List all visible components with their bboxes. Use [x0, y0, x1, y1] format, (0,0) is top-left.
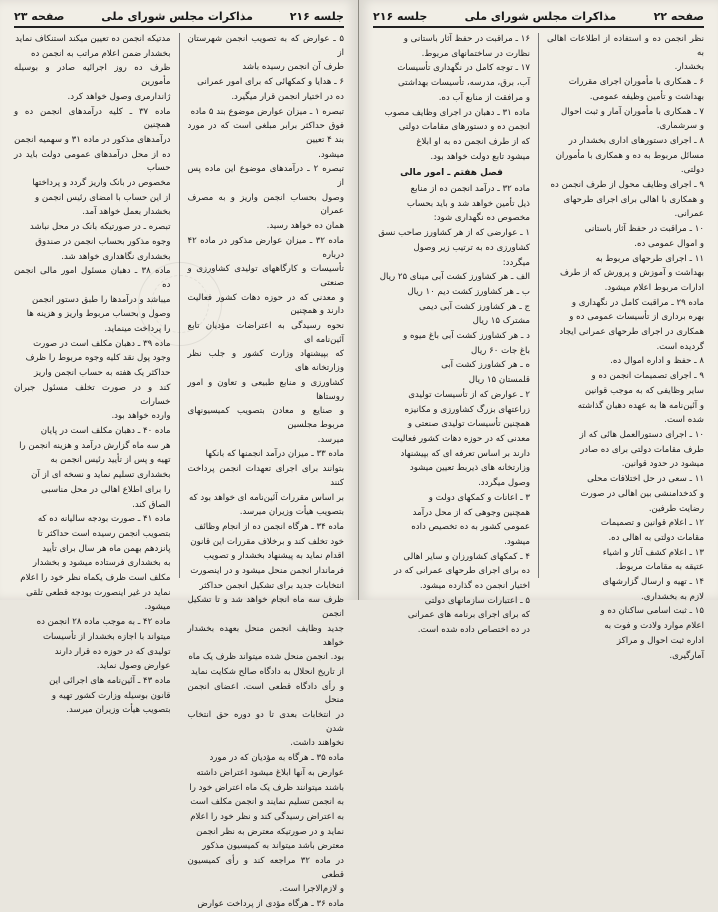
- text-line: نظارت در ساختمانهای مربوط.: [421, 48, 530, 59]
- text-line: وارده خواهد بود.: [111, 411, 171, 422]
- text-line: بخشدار.: [674, 62, 704, 73]
- text-line: ماده ۴۰ ـ دهبان مکلف است در پایان: [40, 425, 171, 436]
- text-line: و آئین‌نامه ها به عهده دهبان گذاشته: [577, 400, 704, 411]
- text-line: انتخابات جدید برای تشکیل انجمن حداکثر: [199, 580, 344, 591]
- text-line: و معدنی که در حوزه دهات کشور فعالیت دارند و همچنین: [187, 292, 344, 317]
- text-line: به انجمن تسلیم نمایند و انجمن مکلف است: [190, 797, 344, 808]
- text-line: همچنین وجوهی که از محل درآمد: [412, 507, 530, 518]
- text-line: معترض باشد میتواند به کمیسیون مذکور: [202, 841, 344, 852]
- text-line: و کدخدامنشی بین اهالی در صورت: [580, 488, 704, 499]
- text-line: بخشدار ضمن اعلام مراتب به انجمن ده: [30, 48, 171, 59]
- right-session-label: جلسه ۲۱۶: [373, 10, 428, 23]
- text-line: را برای اطلاع اهالی در محل مناسبی: [41, 484, 171, 495]
- text-line: ۲ ـ عوارض که از تأسیسات تولیدی: [408, 389, 530, 400]
- text-line: ماده ۳۵ ـ هرگاه به مؤدیان که در مورد: [209, 753, 344, 764]
- text-line: میباشد و درآمدها را طبق دستور انجمن: [32, 294, 171, 305]
- text-line: ۱۰ ـ مراقبت در حفظ آثار باستانی: [584, 224, 704, 235]
- text-line: ماده ۳۴ ـ هرگاه انجمن ده از انجام وظائف: [194, 521, 344, 532]
- text-line: اعلام موارد ولادت و فوت به: [604, 621, 704, 632]
- text-line: سایر وظایفی که به موجب قوانین: [584, 385, 704, 396]
- text-line: ۶ ـ هدایا و کمکهائی که برای امور عمرانی: [197, 77, 344, 88]
- text-line: بر اساس مقررات آئین‌نامه ای خواهد بود که: [188, 492, 344, 503]
- text-line: عتیقه به مقامات مربوط.: [615, 562, 704, 573]
- text-line: عوارض وصول نماید.: [96, 661, 171, 672]
- text-line: بتصویب انجمن رسیده است حداکثر تا: [37, 528, 171, 539]
- text-line: مسائل مربوط به ده و همکاری با مأموران: [555, 150, 704, 161]
- text-line: میشود در حدود قوانین.: [621, 459, 704, 470]
- text-line: رضایت طرفین.: [648, 503, 704, 514]
- text-line: کشاورزی و منابع طبیعی و تعاون و امور روستاها: [187, 377, 344, 402]
- text-line: ماده ۳۲ ـ میزان عوارض مذکور در ماده ۴۲ درباره: [187, 235, 344, 260]
- text-line: میشود.: [144, 602, 171, 613]
- text-line: مخصوص ده نگهداری شود:: [433, 213, 530, 224]
- library-stamp-icon: [138, 262, 222, 346]
- text-line: را پرداخت مینماید.: [104, 324, 171, 335]
- text-line: عمومی کشور به ده تخصیص داده: [411, 522, 530, 533]
- text-line: ادارات مربوط اعلام میشود.: [604, 282, 704, 293]
- text-line: ده از محل درآمدهای عمومی دولت باید در حساب: [14, 149, 171, 174]
- right-page: [359, 0, 718, 661]
- text-line: که بپیشنهاد وزارت کشور و جلب نظر وزارتخانه های: [187, 349, 344, 374]
- text-line: همکاری در اجرای طرحهای عمرانی ایجاد: [559, 327, 704, 338]
- text-line: میتواند با اجازه بخشدار از تأسیسات: [42, 631, 171, 642]
- text-line: ۱۵ ـ ثبت اسامی ساکنان ده و: [600, 606, 704, 617]
- text-line: ۱۷ ـ توجه کامل در نگهداری تأسیسات: [397, 63, 530, 74]
- text-line: در انتخابات بعدی تا دو دوره حق انتخاب شدن: [187, 710, 344, 734]
- text-line: ده در اختیار انجمن قرار میگیرد.: [231, 91, 344, 102]
- text-line: ۹ ـ اجرای تصمیمات انجمن ده و: [591, 371, 704, 382]
- text-line: ۵ ـ اعتبارات سازمانهای دولتی: [424, 595, 530, 606]
- text-line: که برای اجرای برنامه های عمرانی: [407, 610, 530, 621]
- text-line: ۸ ـ اجرای دستورهای اداری بخشدار در: [568, 135, 704, 146]
- text-line: ده برای اجرای طرحهای عمرانی که در: [393, 566, 530, 577]
- text-line: از این حساب با امضای رئیس انجمن و: [34, 192, 171, 203]
- section-heading: فصل هفتم ـ امور مالی: [400, 168, 503, 179]
- text-line: میرسد.: [317, 434, 344, 445]
- text-line: ماده ۳۸ ـ دهبان مسئول امور مالی انجمن ده: [14, 266, 171, 290]
- text-line: از تاریخ انحلال به دادگاه صالح شکایت نماید: [190, 666, 344, 677]
- text-line: حداکثر یک هفته به حساب انجمن واریز: [33, 368, 171, 379]
- text-line: وصول و بحساب مربوط واریز و هزینه ها: [26, 309, 171, 320]
- text-line: ۱۳ ـ اعلام کشف آثار و اشیاء: [602, 547, 704, 558]
- text-line: طرف آن انجمن رسیده باشد: [242, 62, 344, 73]
- text-line: بخشداری نگاهداری خواهد شد.: [61, 251, 171, 262]
- text-line: نماید در غیر اینصورت بودجه قطعی تلقی: [26, 587, 171, 598]
- text-line: الصاق کند.: [132, 499, 171, 510]
- text-line: دولتی.: [680, 165, 704, 176]
- text-line: مدتیکه انجمن ده تعیین میکند استنکاف نماید: [15, 34, 171, 44]
- text-line: بخشدار بعمل خواهد آمد.: [82, 207, 171, 218]
- text-line: هر سه ماه گزارش درآمد و هزینه انجمن را: [19, 440, 171, 451]
- left-session-label: جلسه ۲۱۶: [289, 10, 344, 23]
- text-line: تولیدی که در حوزه ده قرار دارند: [54, 646, 171, 657]
- text-line: انجمن ده و دستورهای مقامات دولتی: [398, 122, 530, 133]
- text-line: به اعتراض رسیدگی کند و نظر خود را اعلام: [190, 811, 344, 822]
- text-line: ۸ ـ حفظ و اداره اموال ده.: [610, 356, 704, 367]
- text-line: خود تخلف کند و برخلاف مقررات این قانون: [190, 536, 344, 547]
- text-line: ب ـ هر کشاورز کشت دیم ۱۰ ریال: [407, 286, 530, 297]
- text-line: قانون بوسیله وزارت کشور تهیه و: [51, 690, 171, 701]
- text-line: ۴ ـ کمکهای کشاورزان و سایر اهالی: [403, 551, 530, 562]
- text-line: الف ـ هر کشاورز کشت آبی مینای ۲۵ ریال: [379, 272, 530, 283]
- text-line: بهداشت و آموزش و پرورش که از طرف: [559, 268, 704, 279]
- text-line: به بخشداری فرستاده میشود و بخشدار: [32, 558, 171, 569]
- text-line: وجوه مذکور بحساب انجمن در صندوق: [35, 236, 171, 247]
- text-line: ذیل تأمین خواهد شد و باید بحساب: [406, 198, 530, 209]
- left-page: [0, 0, 359, 910]
- text-line: وجود پول نقد کلیه وجوه مربوط را ظرف: [25, 353, 171, 364]
- text-line: و اموال عمومی ده.: [634, 238, 704, 249]
- text-line: میگردد:: [502, 257, 530, 268]
- text-line: باشند میتوانند ظرف یک ماه اعتراض خود را: [189, 782, 344, 793]
- text-line: ج ـ هر کشاورز کشت آبی دیمی: [418, 301, 530, 312]
- text-line: ماده ۴۱ ـ صورت بودجه سالیانه ده که: [37, 514, 171, 525]
- text-line: بهداشت و تأمین وظیفه عمومی.: [589, 91, 704, 102]
- right-page-left-column: [373, 33, 530, 636]
- text-line: د ـ هر کشاورز کشت آبی باغ میوه و: [403, 331, 530, 342]
- text-line: تهیه و پس از تأیید رئیس انجمن به: [50, 455, 171, 466]
- text-line: گردیده است.: [656, 341, 704, 352]
- column-divider: [538, 33, 539, 578]
- text-line: میشود تابع دولت خواهد بود.: [430, 151, 530, 162]
- text-line: و رأی دادگاه قطعی است. اعضای انجمن منحل: [187, 681, 344, 706]
- text-line: وزارتخانه های ذیربط تعیین میشود: [409, 463, 530, 474]
- text-line: درآمدهای مذکور در ماده ۳۱ و سهمیه انجمن: [14, 134, 171, 145]
- text-line: ۱۴ ـ تهیه و ارسال گزارشهای: [602, 577, 704, 588]
- text-line: میشود.: [504, 536, 530, 547]
- text-line: فوق حداکثر برابر مبلغی است که در مورد بند ۴ تعیین: [187, 121, 344, 145]
- text-line: تأسیسات و کارگاههای تولیدی کشاورزی و صنعتی: [187, 264, 344, 288]
- text-line: عمرانی.: [674, 209, 704, 220]
- text-line: دارند بر اساس تعرفه ای که بپیشنهاد: [400, 448, 530, 459]
- text-line: ژاندارمری وصول خواهد کرد.: [67, 91, 171, 102]
- text-line: ه ـ هر کشاورز کشت آبی: [441, 360, 530, 371]
- text-line: عوارض به آنها ابلاغ میشود اعتراض داشته: [196, 767, 344, 778]
- text-line: ۱۰ ـ اجرای دستورالعمل هائی که از: [579, 429, 704, 440]
- text-line: نظر انجمن ده و استفاده از اطلاعات اهالی به: [547, 34, 704, 58]
- text-line: میشود.: [318, 149, 344, 160]
- text-line: همچنین تأسیسات تولیدی صنعتی و: [407, 419, 530, 430]
- text-line: همان ده خواهد رسید.: [266, 221, 344, 232]
- text-line: ماده ۳۱ ـ دهبان در اجرای وظایف مصوب: [384, 107, 530, 118]
- left-journal-title: مذاکرات مجلس شورای ملی: [101, 10, 253, 23]
- text-line: وصول میگردد.: [478, 478, 530, 489]
- text-line: ظرف ده روز اجرائیه صادر و بوسیله مأمورین: [14, 63, 171, 88]
- text-line: ماده ۳۳ ـ میزان درآمد انجمنها که بانکها: [205, 449, 344, 460]
- right-page-header: [373, 10, 704, 28]
- text-line: بتصویب هیأت وزیران میرسد.: [66, 705, 171, 716]
- text-line: زراعتهای بزرگ کشاورزی و مکانیزه: [404, 404, 530, 415]
- text-line: و مرافقت از منابع آب ده.: [438, 92, 530, 103]
- text-line: کند و در صورت تخلف مسئول جبران خسارات: [14, 382, 171, 407]
- text-line: در ماده ۳۲ مراجعه کند و رأی کمیسیون قطعی: [187, 856, 345, 880]
- text-line: ۶ ـ همکاری با مأموران اجرای مقررات: [568, 77, 704, 88]
- text-line: تبصره ۲ ـ درآمدهای موضوع این ماده پس از: [187, 164, 344, 189]
- text-line: اختیار انجمن ده گذارده میشود.: [419, 581, 530, 592]
- text-line: ۳ ـ اعانات و کمکهای دولت و: [428, 492, 530, 503]
- text-line: ظرف سه ماه انجام خواهد شد و تا تشکیل انجمن: [187, 595, 344, 620]
- text-line: ۱۲ ـ اعلام قوانین و تصمیمات: [600, 518, 704, 529]
- text-line: ۵ ـ عوارض که به تصویب انجمن شهرستان از: [187, 34, 344, 58]
- text-line: تبصره ـ در صورتیکه بانک در محل نباشد: [29, 222, 171, 233]
- text-line: مشترک ۱۵ ریال: [472, 316, 530, 327]
- text-line: و همکاری با اهالی برای اجرای طرحهای: [563, 194, 704, 205]
- text-line: ماده ۳۶ ـ هرگاه مؤدی از پرداخت عوارض: [197, 899, 344, 910]
- left-page-header: [14, 10, 344, 28]
- text-line: ماده ۳۲ ـ درآمد انجمن ده از منابع: [410, 184, 530, 195]
- text-line: مقامات دولتی به اهالی ده.: [608, 532, 704, 543]
- text-line: ماده ۴۲ ـ به موجب ماده ۲۸ انجمن ده: [36, 617, 171, 628]
- text-line: شده است.: [664, 415, 704, 426]
- text-line: آمارگیری.: [669, 650, 704, 661]
- text-line: نخواهند داشت.: [290, 738, 344, 749]
- text-line: نحوه رسیدگی به اعتراضات مؤدیان تابع آئین‌نامه ای: [187, 321, 344, 345]
- text-line: بتوانند برای اجرای تعهدات انجمن پرداخت کنند: [187, 464, 344, 488]
- text-line: طرف مقامات دولتی برای ده صادر: [580, 444, 704, 455]
- right-page-number: صفحه ۲۲: [653, 10, 704, 23]
- text-line: که از طرف انجمن ده به او ابلاغ: [416, 136, 530, 147]
- text-line: لازم به بخشداری.: [641, 591, 704, 602]
- left-page-number: صفحه ۲۳: [14, 10, 65, 23]
- text-line: معدنی که در حوزه دهات کشور فعالیت: [391, 433, 530, 444]
- text-line: بتصویب هیأت وزیران میرسد.: [239, 507, 344, 518]
- text-line: ۱ ـ عوارضی که از هر کشاورز صاحب نسق: [378, 228, 530, 239]
- text-line: اداره ثبت احوال و مراکز: [616, 635, 704, 646]
- text-line: ۱۱ ـ اجرای طرحهای مربوط به: [595, 253, 704, 264]
- text-line: ۱۱ ـ سعی در حل اختلافات محلی: [587, 474, 704, 485]
- text-line: ماده ۲۹ ـ مراقبت کامل در نگهداری و: [571, 297, 704, 308]
- right-page-right-column: [547, 33, 704, 661]
- text-line: وصول بحساب انجمن واریز و به مصرف عمران: [187, 192, 344, 217]
- text-line: و سرشماری.: [656, 121, 704, 132]
- text-line: کشاورزی ده به ترتیب زیر وصول: [413, 242, 530, 253]
- text-line: باغ جات ۶۰ ریال: [471, 345, 530, 356]
- text-line: و لازم‌الاجرا است.: [279, 884, 344, 895]
- text-line: نماید و در صورتیکه معترض به نظر انجمن: [196, 826, 344, 837]
- text-line: آب، برق، مدرسه، تأسیسات بهداشتی: [398, 78, 530, 89]
- text-line: و صنایع و معادن بتصویب کمیسیونهای مربوط مجلسین: [187, 406, 344, 430]
- text-line: تبصره ۱ ـ میزان عوارض موضوع بند ۵ ماده: [190, 106, 344, 117]
- text-line: بهره برداری از تأسیسات عمومی ده و: [569, 312, 704, 323]
- right-journal-title: مذاکرات مجلس شورای ملی: [464, 10, 617, 23]
- text-line: مخصوص در بانک واریز گردد و پرداختها: [32, 178, 171, 189]
- text-line: بخشداری تسلیم نماید و نسخه ای از آن: [31, 470, 171, 481]
- text-line: بود. انجمن منحل شده میتواند ظرف یک ماه: [188, 652, 344, 663]
- text-line: مکلف است ظرف یکماه نظر خود را اعلام: [20, 573, 171, 584]
- text-line: ۹ ـ اجرای وظایف محول از طرف انجمن ده: [550, 180, 704, 191]
- text-line: ماده ۳۷ ـ کلیه درآمدهای انجمن ده و همچنین: [14, 106, 171, 131]
- text-line: در ده اختصاص داده شده است.: [417, 625, 530, 636]
- text-line: ۷ ـ همکاری با مأموران آمار و ثبت احوال: [561, 106, 704, 117]
- right-page-columns: [373, 33, 704, 661]
- text-line: جدید وظایف انجمن منحل بعهده بخشدار خواهد: [187, 623, 344, 648]
- text-line: اقدام نماید به پیشنهاد بخشدار و تصویب: [203, 551, 344, 562]
- text-line: ماده ۴۳ ـ آئین‌نامه های اجرائی این: [49, 675, 171, 686]
- text-line: پانزدهم بهمن ماه هر سال برای تأیید: [42, 543, 171, 554]
- text-line: فرماندار انجمن منحل میشود و در اینصورت: [190, 566, 344, 577]
- text-line: ۱۶ ـ مراقبت در حفظ آثار باستانی و: [403, 34, 530, 44]
- text-line: ماده ۳۹ ـ دهبان مکلف است در صورت: [33, 338, 171, 349]
- text-line: قلمستان ۱۵ ریال: [468, 375, 530, 386]
